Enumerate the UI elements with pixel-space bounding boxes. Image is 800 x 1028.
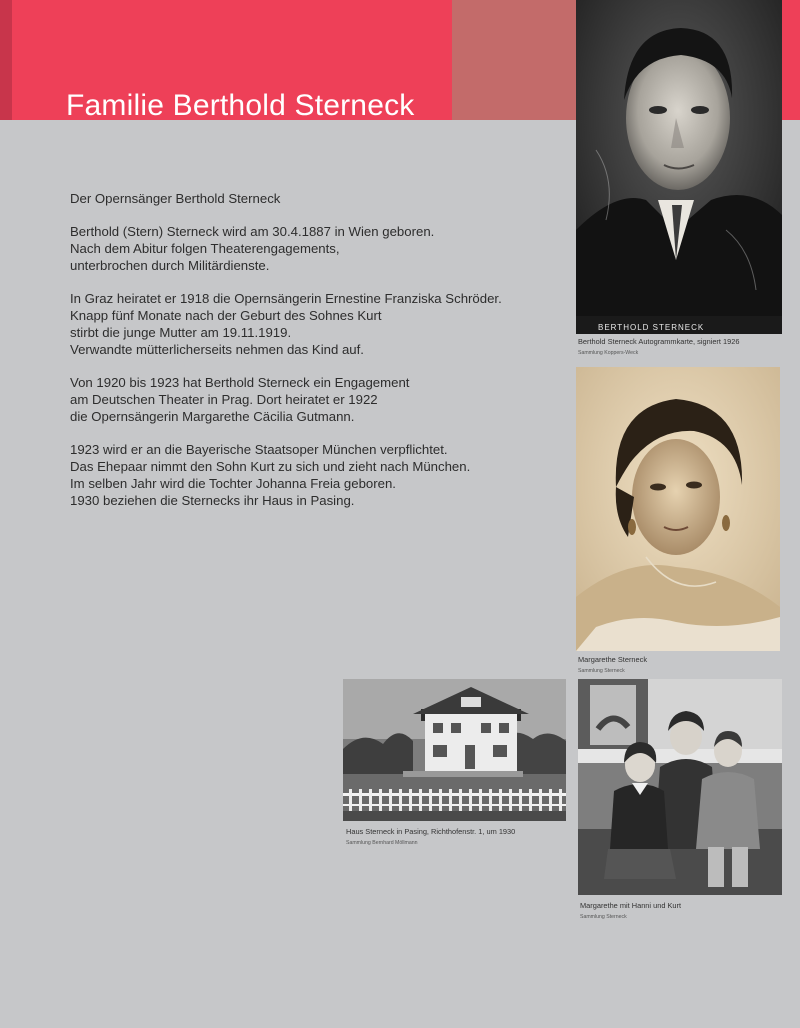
house-photo [343, 679, 566, 821]
berthold-caption [578, 337, 739, 358]
family-caption [580, 901, 681, 922]
header-color-block [452, 0, 576, 120]
body-text [70, 190, 550, 525]
caption-credit: Sammlung Bernhard Möllmann [346, 840, 418, 846]
header-accent-strip [0, 0, 12, 120]
paragraph: Von 1920 bis 1923 hat Berthold Sterneck ein Engagement am Deutschen Theater in Prag. Dort heiratet er 1922 die Opernsängerin Margarethe Cäcilia Gutmann. [70, 375, 410, 424]
caption-text: Margarethe mit Hanni und Kurt [580, 901, 682, 910]
paragraph: 1923 wird er an die Bayerische Staatsoper München verpflichtet. Das Ehepaar nimmt den Sohn Kurt zu sich und zieht nach München. Im selben Jahr wird die Tochter Johanna Freia geboren. 1930 beziehen die Sternecks ihr Haus in Pasing. [70, 442, 471, 508]
page-title: Familie Berthold Sterneck [66, 89, 415, 122]
family-photo [578, 679, 782, 895]
margarethe-portrait-photo [576, 367, 780, 651]
photo-inscription: BERTHOLD STERNECK [598, 323, 705, 332]
caption-credit: Sammlung Sterneck [578, 668, 625, 674]
caption-text: Berthold Sterneck Autogrammkarte, signiert 1926 [578, 337, 740, 346]
margarethe-caption [578, 655, 647, 676]
caption-credit: Sammlung Sterneck [580, 914, 627, 920]
caption-text: Margarethe Sterneck [578, 655, 648, 664]
paragraph: In Graz heiratet er 1918 die Opernsängerin Ernestine Franziska Schröder. Knapp fünf Monate nach der Geburt des Sohnes Kurt stirbt die junge Mutter am 19.11.1919. Verwandte mütterlicherseits nehmen das Kind auf. [70, 291, 502, 357]
paragraph-heading: Der Opernsänger Berthold Sterneck [70, 191, 281, 206]
house-caption [346, 827, 515, 848]
berthold-portrait-photo [576, 0, 782, 334]
caption-credit: Sammlung Koppers-Weck [578, 350, 639, 356]
paragraph: Berthold (Stern) Sterneck wird am 30.4.1887 in Wien geboren. Nach dem Abitur folgen Theaterengagements, unterbrochen durch Militärdienste. [70, 224, 435, 273]
caption-text: Haus Sterneck in Pasing, Richthofenstr. 1, um 1930 [346, 827, 516, 836]
